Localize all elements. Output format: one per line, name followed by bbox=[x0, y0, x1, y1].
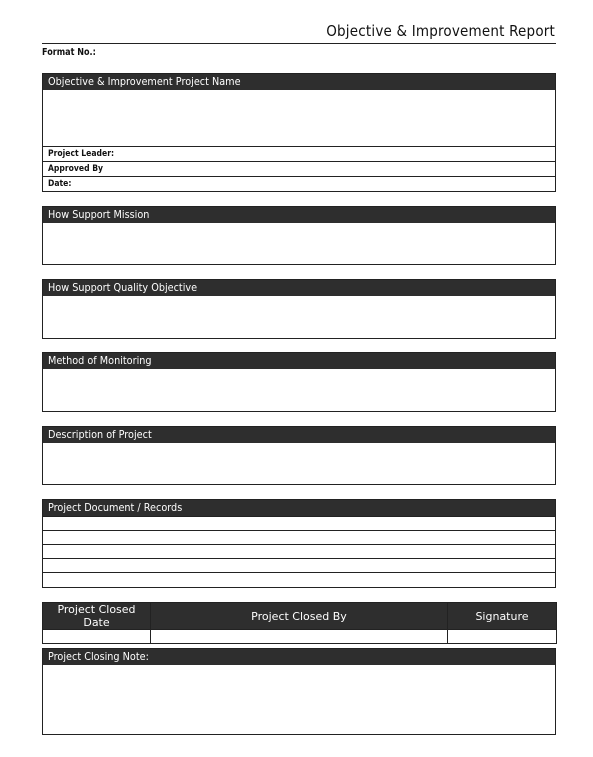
method-of-monitoring-header bbox=[43, 353, 555, 369]
how-support-mission-section bbox=[42, 206, 556, 265]
how-support-mission-header bbox=[43, 207, 555, 223]
project-closing-note-label: Project Closing Note: bbox=[48, 650, 149, 663]
record-row[interactable] bbox=[43, 558, 555, 572]
closed-by-column-header: Project Closed By bbox=[151, 603, 448, 630]
date-label: Date: bbox=[48, 179, 72, 189]
project-name-header bbox=[43, 74, 555, 90]
signature-column-header: Signature bbox=[448, 603, 557, 630]
closing-table-header-row bbox=[43, 603, 557, 630]
project-closing-table bbox=[42, 602, 557, 644]
record-row[interactable] bbox=[43, 530, 555, 544]
record-row[interactable] bbox=[43, 544, 555, 558]
document-title: Objective & Improvement Report bbox=[326, 22, 555, 40]
project-closing-note-field[interactable] bbox=[43, 665, 555, 734]
approved-by-label: Approved By bbox=[48, 164, 104, 174]
description-of-project-header bbox=[43, 427, 555, 443]
project-name-header-label: Objective & Improvement Project Name bbox=[48, 75, 241, 88]
date-row[interactable] bbox=[43, 176, 555, 191]
approved-by-row[interactable] bbox=[43, 161, 555, 176]
project-document-records-header bbox=[43, 500, 555, 516]
how-support-mission-field[interactable] bbox=[43, 223, 555, 264]
project-document-records-section bbox=[42, 499, 556, 588]
project-name-field[interactable] bbox=[43, 90, 555, 146]
how-support-quality-objective-header bbox=[43, 280, 555, 296]
project-leader-row[interactable] bbox=[43, 146, 555, 161]
description-of-project-label: Description of Project bbox=[48, 428, 152, 441]
how-support-quality-objective-field[interactable] bbox=[43, 296, 555, 338]
title-underline bbox=[42, 43, 556, 44]
closed-date-cell[interactable] bbox=[43, 630, 151, 644]
description-of-project-field[interactable] bbox=[43, 443, 555, 484]
project-closing-note-header bbox=[43, 649, 555, 665]
how-support-mission-label: How Support Mission bbox=[48, 208, 150, 221]
project-closing-note-section bbox=[42, 648, 556, 735]
how-support-quality-objective-section bbox=[42, 279, 556, 339]
how-support-quality-objective-label: How Support Quality Objective bbox=[48, 281, 198, 294]
format-no-label: Format No.: bbox=[42, 47, 96, 58]
method-of-monitoring-label: Method of Monitoring bbox=[48, 354, 152, 367]
project-document-records-label: Project Document / Records bbox=[48, 501, 183, 514]
record-row[interactable] bbox=[43, 516, 555, 530]
record-row[interactable] bbox=[43, 572, 555, 586]
closed-by-cell[interactable] bbox=[151, 630, 448, 644]
closed-date-column-header: Project Closed Date bbox=[43, 603, 151, 630]
method-of-monitoring-section bbox=[42, 352, 556, 412]
signature-cell[interactable] bbox=[448, 630, 557, 644]
description-of-project-section bbox=[42, 426, 556, 485]
closing-table-row bbox=[43, 630, 557, 644]
project-leader-label: Project Leader: bbox=[48, 149, 115, 159]
method-of-monitoring-field[interactable] bbox=[43, 369, 555, 411]
project-name-section bbox=[42, 73, 556, 192]
